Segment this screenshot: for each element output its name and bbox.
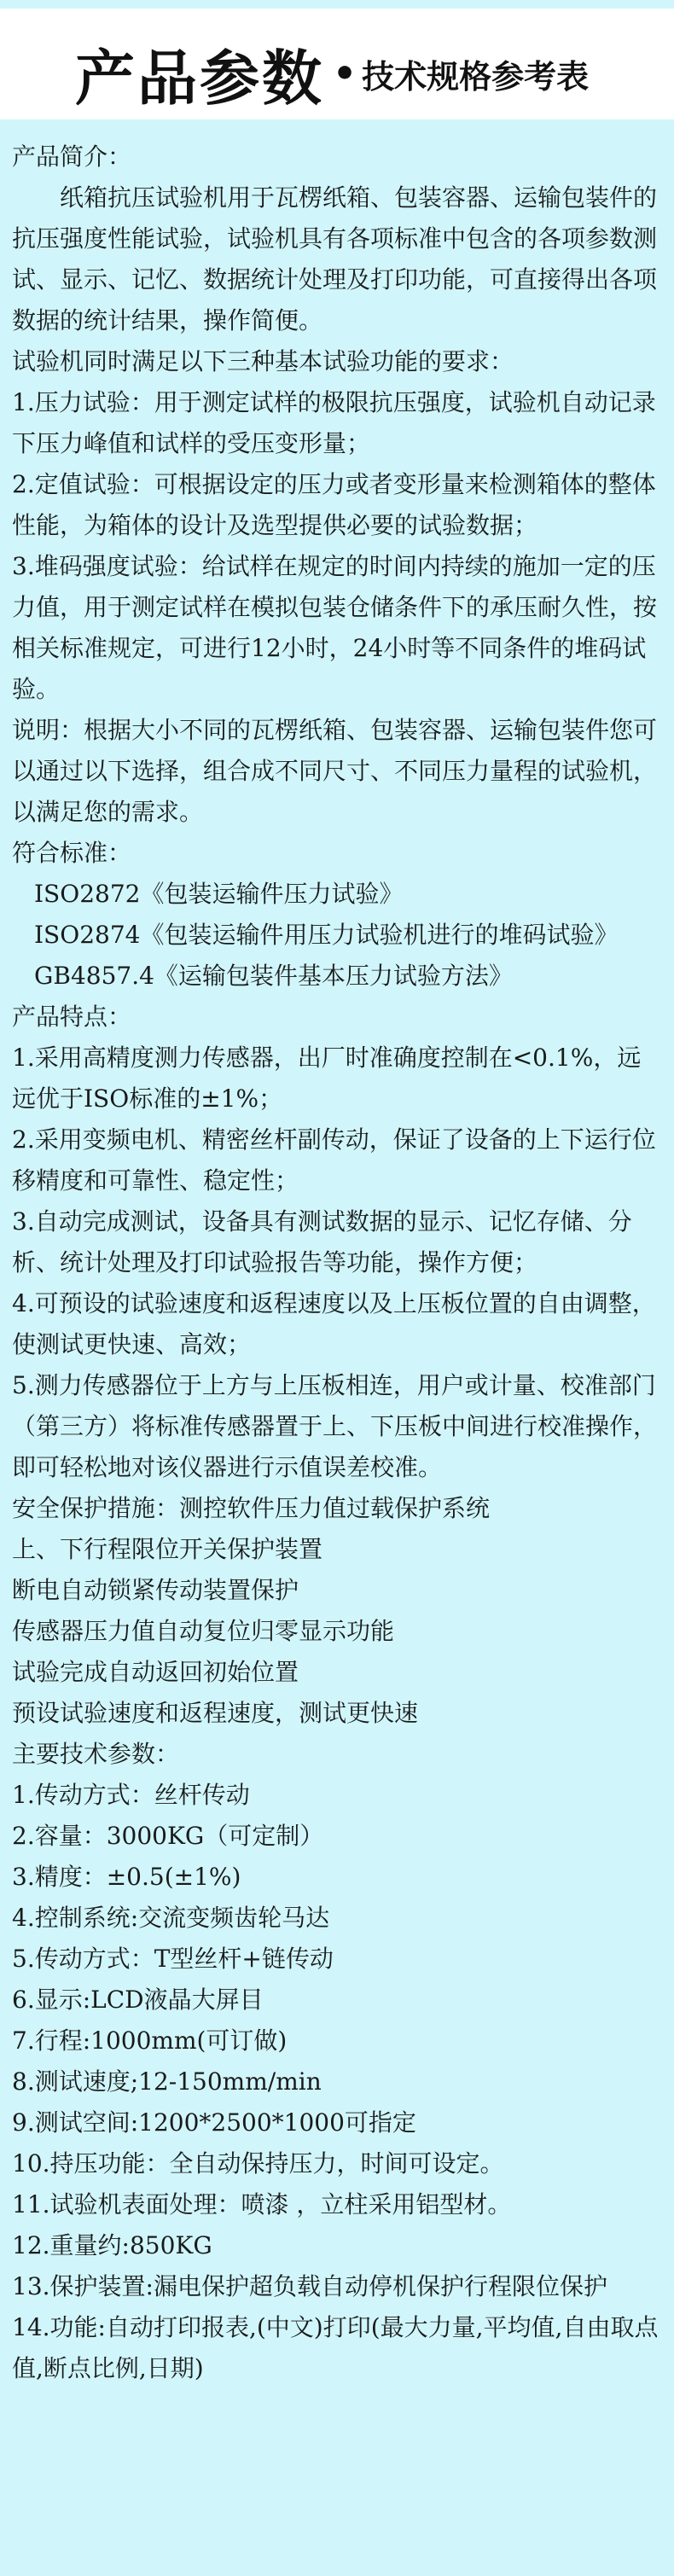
title-subtitle: 技术规格参考表: [362, 58, 590, 96]
spec-line: 10.持压功能：全自动保持压力，时间可设定。: [12, 2149, 504, 2178]
title-dot: •: [333, 52, 357, 96]
spec-line: 3.堆码强度试验：给试样在规定的时间内持续的施加一定的压力值，用于测定试样在模拟包装仓储条件下的承压耐久性，按相关标准规定，可进行12小时，24小时等不同条件的堆码试验。: [12, 552, 658, 703]
spec-line: 13.保护装置:漏电保护超负载自动停机保护行程限位保护: [12, 2272, 607, 2300]
spec-line: 1.采用高精度测力传感器，出厂时准确度控制在<0.1%，远远优于ISO标准的±1%；: [12, 1044, 642, 1113]
spec-line: 断电自动锁紧传动装置保护: [12, 1576, 299, 1604]
spec-line: 符合标准：: [12, 839, 132, 867]
spec-line: 传感器压力值自动复位归零显示功能: [12, 1617, 395, 1645]
spec-line: 纸箱抗压试验机用于瓦楞纸箱、包装容器、运输包装件的抗压强度性能试验，试验机具有各项标准中包含的各项参数测试、显示、记忆、数据统计处理及打印功能，可直接得出各项数据的统计结果，操作简便。: [12, 183, 658, 334]
spec-line: 5.传动方式：T型丝杆+链传动: [12, 1945, 334, 1973]
spec-line: GB4857.4《运输包装件基本压力试验方法》: [34, 962, 513, 990]
spec-line: 产品特点：: [12, 1003, 132, 1031]
spec-content: [0, 137, 674, 2389]
spec-line: 1.传动方式：丝杆传动: [12, 1781, 250, 1809]
spec-line: 4.可预设的试验速度和返程速度以及上压板位置的自由调整，使测试更快速、高效；: [12, 1289, 656, 1358]
spec-line: 2.容量：3000KG（可定制）: [12, 1822, 324, 1850]
spec-line: 试验完成自动返回初始位置: [12, 1658, 299, 1686]
spec-line: 1.压力试验：用于测定试样的极限抗压强度，试验机自动记录下压力峰值和试样的受压变形量；: [12, 388, 656, 457]
spec-line: 11.试验机表面处理：喷漆 ，立柱采用铝型材。: [12, 2190, 512, 2218]
header-banner: [0, 0, 674, 137]
spec-line: 说明：根据大小不同的瓦楞纸箱、包装容器、运输包装件您可以通过以下选择，组合成不同尺寸、不同压力量程的试验机，以满足您的需求。: [12, 716, 658, 826]
spec-line: 14.功能:自动打印报表,(中文)打印(最大力量,平均值,自由取点值,断点比例,日期): [12, 2313, 659, 2382]
spec-line: 2.采用变频电机、精密丝杆副传动，保证了设备的上下运行位移精度和可靠性、稳定性；: [12, 1125, 656, 1195]
spec-line: 2.定值试验：可根据设定的压力或者变形量来检测箱体的整体性能，为箱体的设计及选型提供必要的试验数据；: [12, 470, 656, 539]
spec-line: ISO2872《包装运输件压力试验》: [34, 880, 404, 908]
spec-line: 主要技术参数：: [12, 1740, 180, 1768]
spec-line: 安全保护措施：测控软件压力值过载保护系统: [12, 1494, 491, 1522]
spec-line: 3.自动完成测试，设备具有测试数据的显示、记忆存储、分析、统计处理及打印试验报告等功能，操作方便；: [12, 1207, 632, 1276]
spec-line: 试验机同时满足以下三种基本试验功能的要求：: [12, 347, 514, 375]
page-title: [75, 31, 589, 117]
spec-line: 上、下行程限位开关保护装置: [12, 1535, 323, 1563]
spec-line: 产品简介：: [12, 142, 132, 171]
title-main: 产品参数: [75, 44, 324, 113]
spec-line: 5.测力传感器位于上方与上压板相连，用户或计量、校准部门（第三方）将标准传感器置于上、下压板中间进行校准操作，即可轻松地对该仪器进行示值误差校准。: [12, 1371, 658, 1481]
spec-line: 9.测试空间:1200*2500*1000可指定: [12, 2108, 416, 2137]
spec-line: 预设试验速度和返程速度，测试更快速: [12, 1699, 419, 1727]
spec-line: 3.精度：±0.5(±1%): [12, 1863, 241, 1891]
spec-line: 8.测试速度;12-150mm/min: [12, 2067, 322, 2096]
spec-line: 4.控制系统:交流变频齿轮马达: [12, 1904, 330, 1932]
spec-line: 12.重量约:850KG: [12, 2231, 212, 2259]
spec-line: 6.显示:LCD液晶大屏目: [12, 1986, 264, 2014]
spec-line: ISO2874《包装运输件用压力试验机进行的堆码试验》: [34, 921, 619, 949]
spec-line: 7.行程:1000mm(可订做): [12, 2026, 288, 2055]
